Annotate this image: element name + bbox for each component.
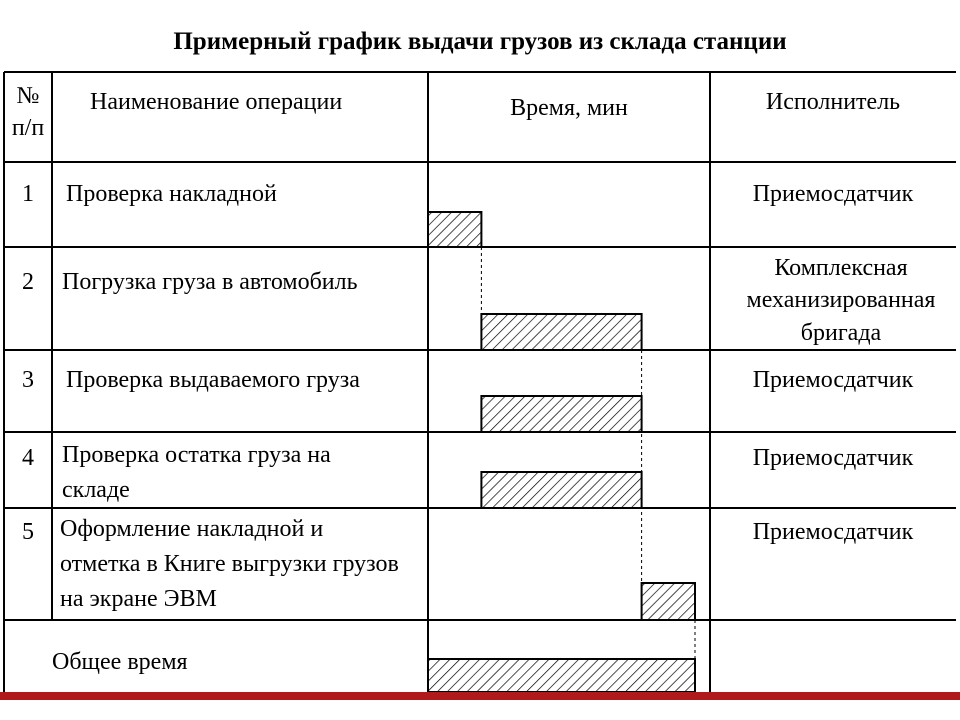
row-2-operation: Погрузка груза в автомобиль bbox=[62, 269, 358, 295]
page-title: Примерный график выдачи грузов из склада станции bbox=[173, 28, 787, 55]
row-1-executor: Приемосдатчик bbox=[752, 181, 914, 207]
header-executor: Исполнитель bbox=[765, 89, 901, 115]
gantt-bar-row-3 bbox=[481, 396, 641, 432]
row-4-executor: Приемосдатчик bbox=[752, 445, 914, 471]
row-5-executor: Приемосдатчик bbox=[752, 519, 914, 545]
row-5-num: 5 bbox=[22, 519, 34, 545]
gantt-bar-row-5 bbox=[642, 583, 695, 620]
row-2-num: 2 bbox=[22, 269, 34, 295]
row-5-operation: Оформление накладной и отметка в Книге выгрузки грузов на экране ЭВМ bbox=[60, 516, 399, 612]
row-3-operation: Проверка выдаваемого груза bbox=[66, 367, 360, 393]
header-num: № п/п bbox=[11, 83, 45, 142]
row-3-num: 3 bbox=[22, 367, 34, 393]
gantt-bar-row-4 bbox=[481, 472, 641, 508]
row-1-num: 1 bbox=[22, 181, 34, 207]
gantt-bar-row-1 bbox=[428, 212, 481, 247]
accent-strip bbox=[0, 692, 960, 700]
header-time: Время, мин bbox=[510, 95, 628, 121]
total-label: Общее время bbox=[52, 649, 188, 675]
row-3-executor: Приемосдатчик bbox=[752, 367, 914, 393]
gantt-bar-row-2 bbox=[481, 314, 641, 350]
header-operation: Наименование операции bbox=[90, 89, 343, 115]
row-1-operation: Проверка накладной bbox=[66, 181, 277, 207]
gantt-bar-total bbox=[428, 659, 695, 692]
row-4-operation: Проверка остатка груза на складе bbox=[62, 442, 331, 503]
row-2-executor: Комплексная механизированная бригада bbox=[746, 255, 936, 346]
row-4-num: 4 bbox=[22, 445, 34, 471]
